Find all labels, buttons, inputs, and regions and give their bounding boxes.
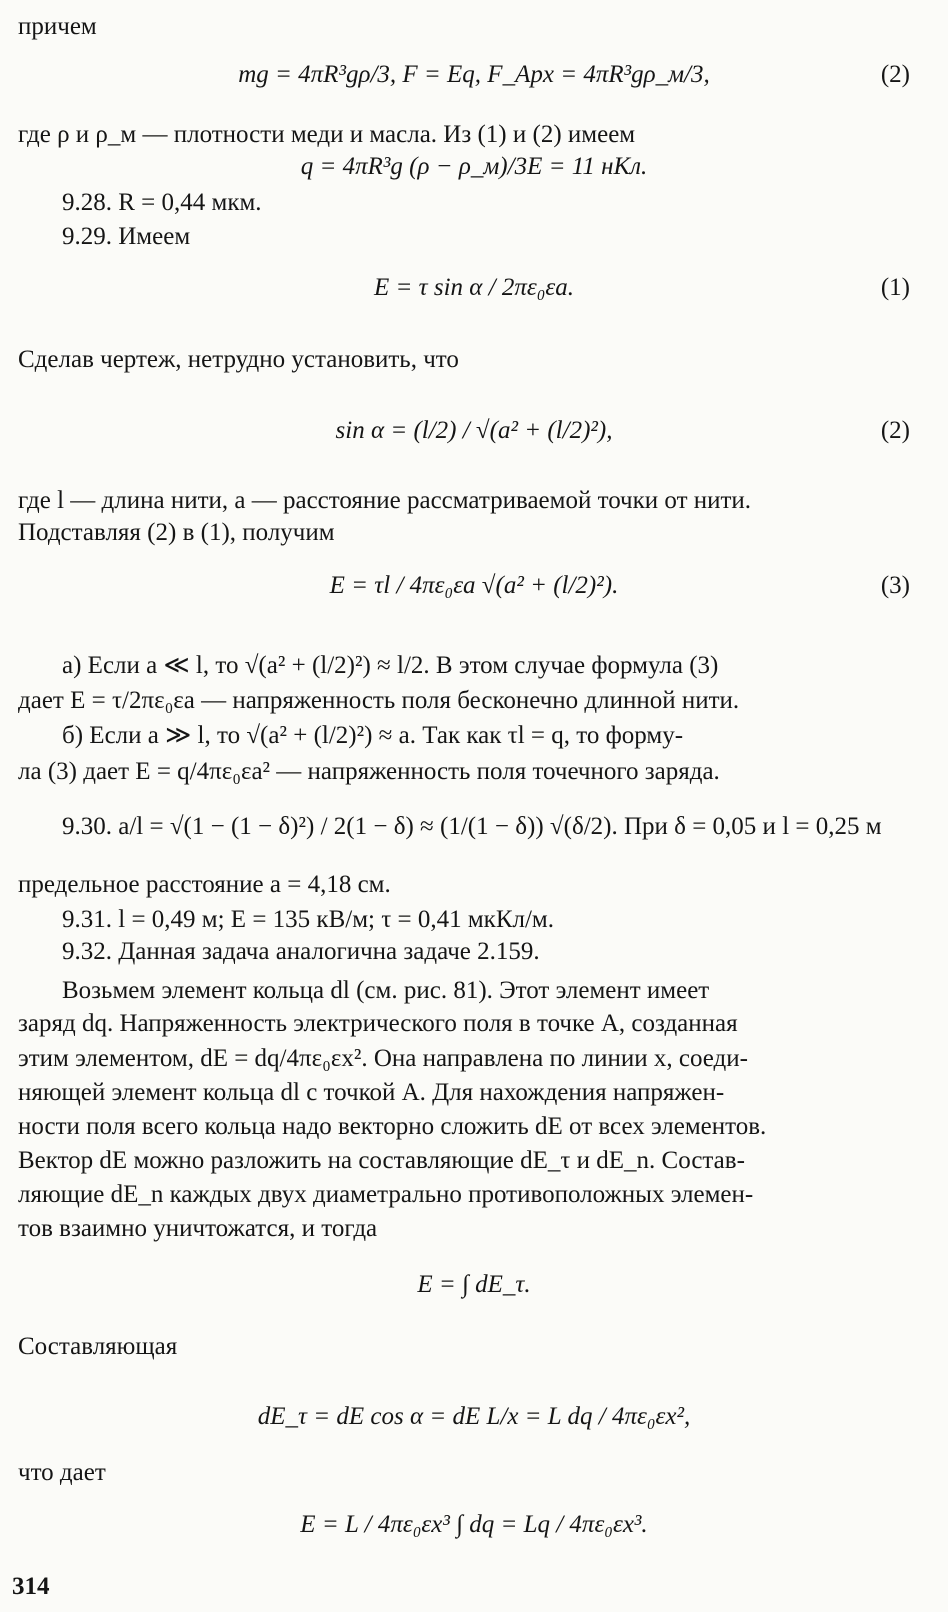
equation-number: (3) [880,572,910,599]
answer-9-29: 9.29. Имеем [62,223,191,250]
equation: E = ∫ dE_τ. [417,1271,531,1298]
text-line: дает E = τ/2πε₀εa — напряженность поля бесконечно длинной нити. [18,687,740,714]
equation-number: (1) [880,274,910,301]
page-number: 314 [12,1573,50,1600]
answer-9-30: 9.30. a/l = √(1 − (1 − δ)²) / 2(1 − δ) ≈ (1/(1 − δ)) √(δ/2). При δ = 0,05 и l = 0,25 м [62,813,882,840]
text-line: заряд dq. Напряженность электрического поля в точке A, созданная [18,1010,738,1037]
text-line: ности поля всего кольца надо векторно сложить dE от всех элементов. [18,1113,767,1140]
answer-9-28: 9.28. R = 0,44 мкм. [62,189,262,216]
equation: dE_τ = dE cos α = dE L/x = L dq / 4πε₀εx², [257,1403,691,1430]
text-line: Возьмем элемент кольца dl (см. рис. 81). Этот элемент имеет [62,977,710,1004]
text-line: ла (3) дает E = q/4πε₀εa² — напряженность поля точечного заряда. [18,758,720,785]
equation: E = τ sin α / 2πε₀εa. [374,274,574,301]
equation: E = τl / 4πε₀εa √(a² + (l/2)²). [329,572,619,599]
text-line: Сделав чертеж, нетрудно установить, что [18,346,459,373]
equation-number: (2) [880,61,910,88]
text-line: Подставляя (2) в (1), получим [18,519,335,546]
equation: mg = 4πR³gρ/3, F = Eq, F_Apx = 4πR³gρ_м/3, [238,61,710,88]
text-line: тов взаимно уничтожатся, и тогда [18,1215,378,1242]
equation-number: (2) [880,417,910,444]
text-line: где ρ и ρ_м — плотности меди и масла. Из (1) и (2) имеем [18,121,636,148]
equation: sin α = (l/2) / √(a² + (l/2)²), [335,417,613,444]
text-line: что дает [18,1459,106,1486]
text-line: ляющие dE_n каждых двух диаметрально противоположных элемен- [18,1181,754,1208]
text-line: Вектор dE можно разложить на составляющие dE_τ и dE_n. Состав- [18,1147,745,1174]
text-line: где l — длина нити, a — расстояние рассматриваемой точки от нити. [18,487,752,514]
equation: q = 4πR³g (ρ − ρ_м)/3E = 11 нКл. [300,153,648,180]
text-line: этим элементом, dE = dq/4πε₀εx². Она направлена по линии x, соеди- [18,1045,748,1072]
answer-9-32: 9.32. Данная задача аналогична задаче 2.159. [62,938,540,965]
text-line: предельное расстояние a = 4,18 см. [18,871,391,898]
text-line: б) Если a ≫ l, то √(a² + (l/2)²) ≈ a. Так как τl = q, то форму- [62,722,684,749]
text-line: причем [18,13,97,40]
text-line: а) Если a ≪ l, то √(a² + (l/2)²) ≈ l/2. В этом случае формула (3) [62,652,719,679]
equation: E = L / 4πε₀εx³ ∫ dq = Lq / 4πε₀εx³. [300,1511,648,1538]
text-line: Составляющая [18,1333,178,1360]
text-line: няющей элемент кольца dl с точкой A. Для нахождения напряжен- [18,1079,725,1106]
answer-9-31: 9.31. l = 0,49 м; E = 135 кВ/м; τ = 0,41 мкКл/м. [62,906,554,933]
